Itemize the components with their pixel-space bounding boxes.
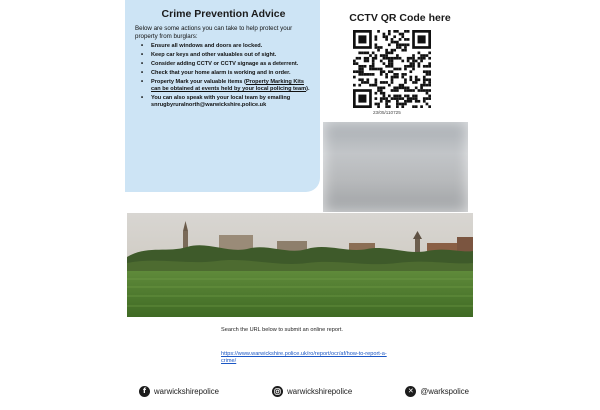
advice-list bbox=[135, 43, 312, 109]
flyer-page bbox=[125, 0, 475, 410]
instagram-handle: warwickshirepolice bbox=[287, 386, 353, 396]
x-handle: @warkspolice bbox=[420, 386, 469, 396]
advice-panel bbox=[125, 0, 320, 192]
property-mark-lead: Property Mark your valuable items ( bbox=[151, 79, 246, 86]
social-instagram[interactable] bbox=[272, 386, 352, 397]
advice-item-locks: • Ensure all windows and doors are locked. bbox=[141, 43, 312, 50]
facebook-icon: f bbox=[139, 386, 150, 397]
sky-photo bbox=[323, 122, 468, 212]
qr-code[interactable] bbox=[353, 30, 431, 108]
advice-item-property-mark bbox=[141, 79, 312, 93]
advice-title: Crime Prevention Advice bbox=[161, 8, 286, 20]
advice-intro: Below are some actions you can take to help protect your property from burglars: bbox=[135, 25, 293, 40]
report-instructions: Search the URL below to submit an online report. bbox=[221, 327, 343, 333]
qr-title: CCTV QR Code here bbox=[349, 12, 451, 24]
report-crime-link[interactable]: https://www.warwickshire.police.uk/ro/report/ocr/af/how-to-report-a-crime/ bbox=[221, 351, 387, 364]
property-marking-kits-link[interactable]: Property Marking Kits can be obtained at events held by your local policing team bbox=[151, 79, 307, 93]
x-icon: ✕ bbox=[405, 386, 416, 397]
advice-item-cctv: • Consider adding CCTV or CCTV signage as a deterrent. bbox=[141, 61, 312, 68]
social-x[interactable] bbox=[405, 386, 469, 397]
qr-caption: 23/05/110725 bbox=[373, 110, 401, 115]
property-mark-tail: ). bbox=[306, 86, 310, 93]
advice-item-keys: • Keep car keys and other valuables out of sight. bbox=[141, 52, 312, 59]
facebook-handle: warwickshirepolice bbox=[154, 386, 219, 396]
social-facebook[interactable] bbox=[139, 386, 219, 397]
qr-code-graphic bbox=[353, 30, 431, 108]
advice-item-alarm: • Check that your home alarm is working and in order. bbox=[141, 70, 312, 77]
landscape-graphic bbox=[127, 213, 473, 317]
advice-item-email: • You can also speak with your local team by emailing snrugbyruralnorth@warwickshire.police.uk bbox=[141, 95, 312, 109]
social-bar bbox=[139, 384, 469, 398]
town-landscape-photo bbox=[127, 213, 473, 317]
instagram-icon bbox=[272, 386, 283, 397]
